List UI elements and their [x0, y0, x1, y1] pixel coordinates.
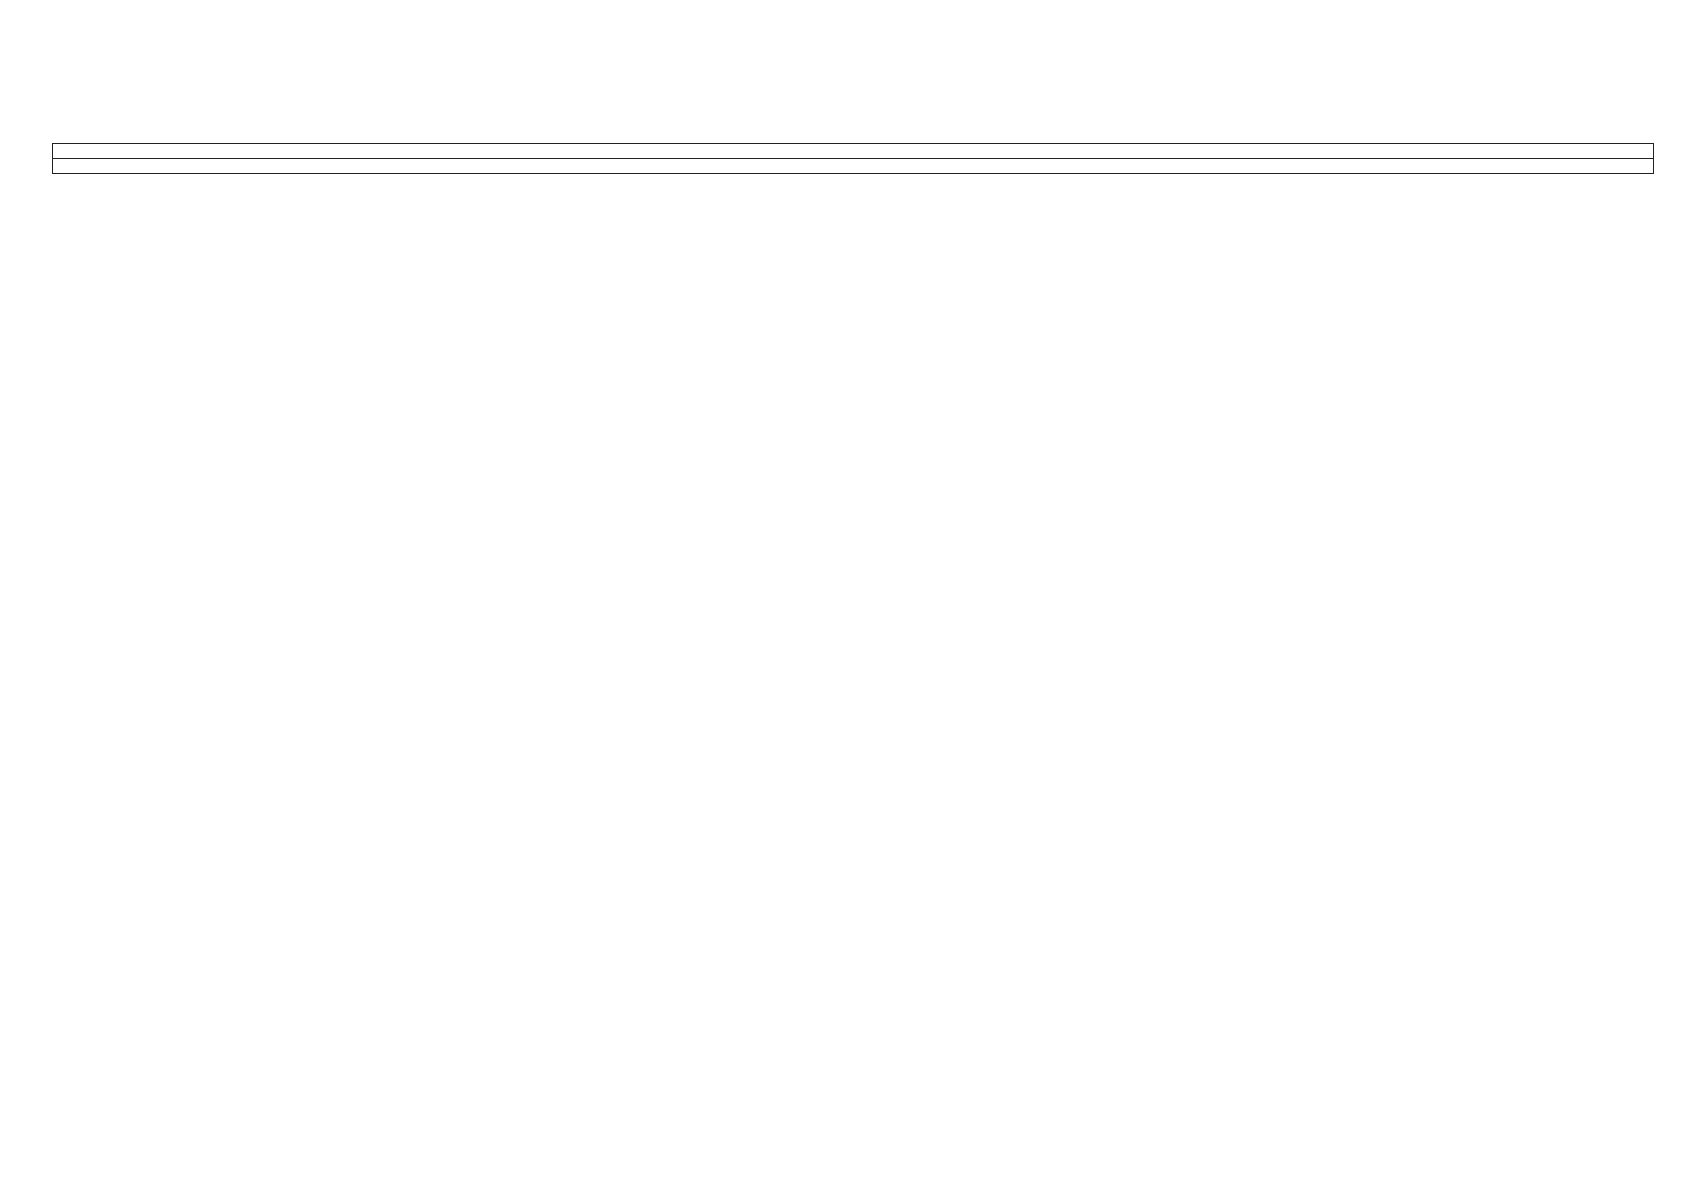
subprogram-title [53, 144, 1654, 159]
indicators-table [52, 143, 1654, 174]
table-section-headers [53, 144, 1654, 174]
goal-title [53, 159, 1654, 174]
